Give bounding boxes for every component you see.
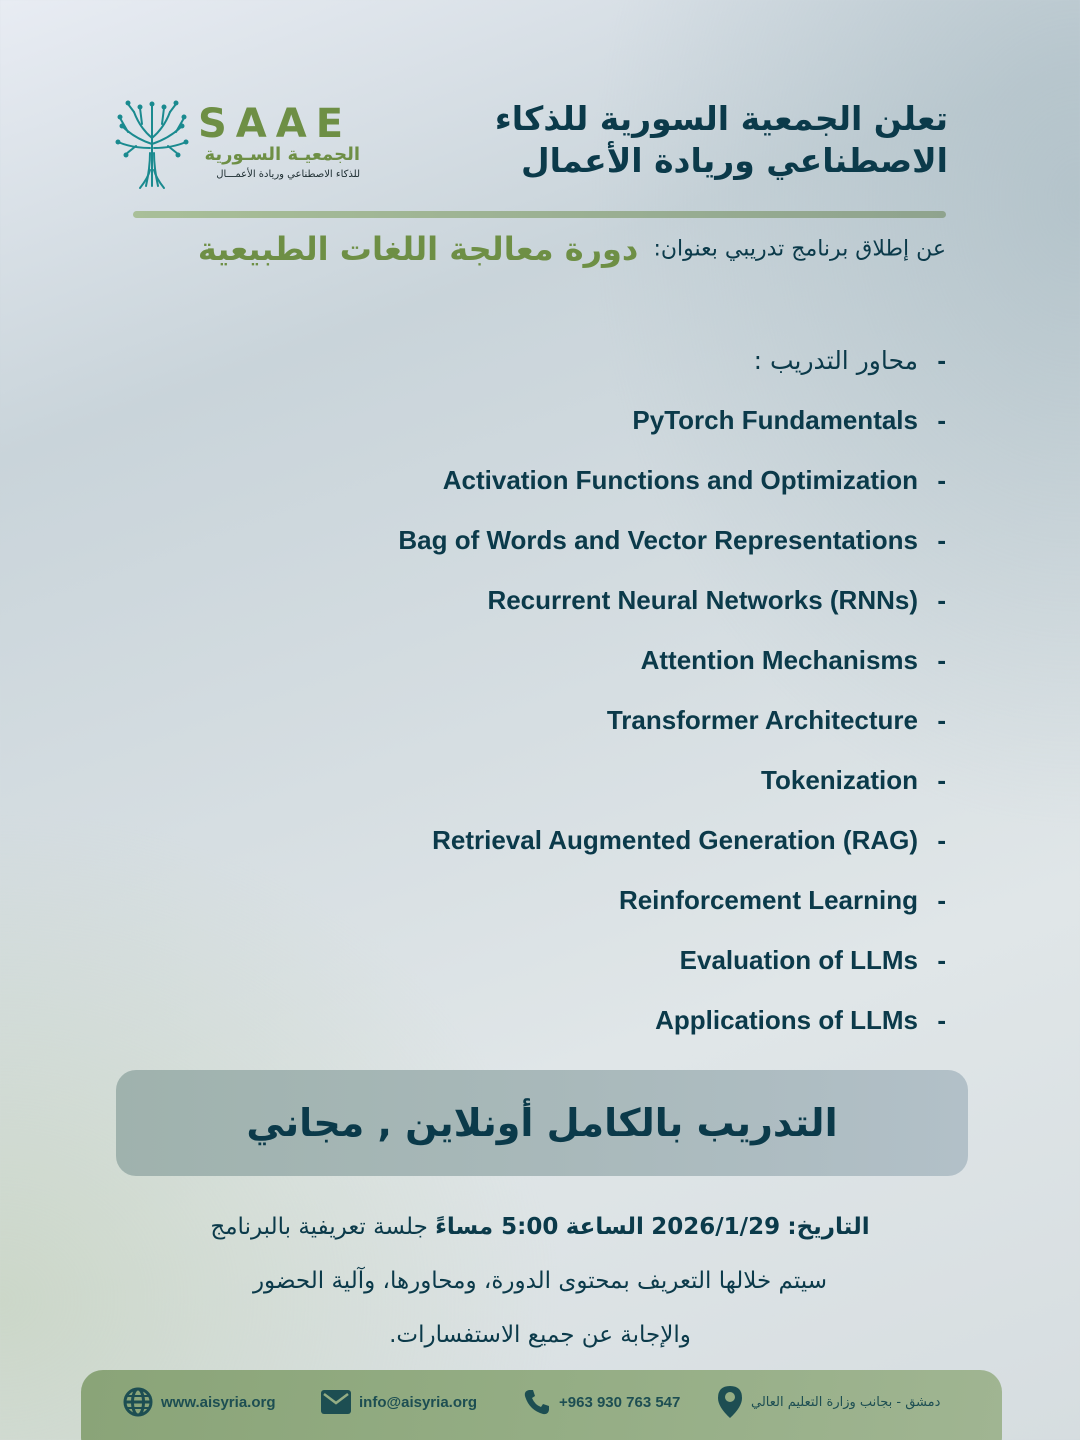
time-label: الساعة (565, 1214, 644, 1240)
website-link[interactable] (123, 1384, 276, 1420)
list-item: Tokenization - (761, 764, 946, 795)
header-title-line1: تعلن الجمعية السورية للذكاء (494, 99, 948, 138)
saae-logo (112, 98, 372, 190)
announcement-intro: عن إطلاق برنامج تدريبي بعنوان: (653, 236, 946, 262)
bullet-dash: - (937, 404, 946, 435)
list-item: Reinforcement Learning - (618, 884, 946, 915)
info-line-3: والإجابة عن جميع الاستفسارات. (389, 1322, 691, 1348)
address-item (717, 1384, 940, 1420)
bullet-dash: - (937, 944, 946, 975)
logo-name-ar: الجمعيـة السـورية (204, 144, 360, 165)
date-line (140, 1200, 940, 1254)
header-title-line2: الاصطناعي وريادة الأعمال (521, 141, 948, 180)
topics-list (246, 330, 946, 1050)
bullet-dash: - (937, 584, 946, 615)
session-info (140, 1200, 940, 1362)
globe-icon (123, 1387, 153, 1417)
phone-link[interactable] (523, 1384, 680, 1420)
banner-text: التدريب بالكامل أونلاين , مجاني (246, 1101, 838, 1145)
map-pin-icon (717, 1385, 743, 1419)
topics-heading-label: محاور التدريب : (753, 345, 918, 375)
bullet-dash: - (937, 464, 946, 495)
phone-text: +963 930 763 547 (559, 1393, 681, 1411)
logo-tagline-ar: للذكاء الاصطناعي وريادة الأعمـــال (216, 169, 360, 180)
date-label: التاريخ: (787, 1214, 870, 1240)
envelope-icon (321, 1390, 351, 1414)
header-title (468, 98, 948, 182)
address-text: دمشق - بجانب وزارة التعليم العالي (751, 1394, 941, 1410)
bullet-dash: - (937, 764, 946, 795)
bullet-dash: - (937, 1004, 946, 1035)
contact-footer (81, 1370, 1002, 1440)
bullet-dash: - (937, 344, 946, 375)
tree-circuit-icon (112, 98, 192, 190)
phone-icon (523, 1388, 551, 1416)
bullet-dash: - (937, 644, 946, 675)
course-title: دورة معالجة اللغات الطبيعية (197, 230, 639, 268)
date-value: 2026/1/29 (651, 1214, 781, 1240)
info-line-2: سيتم خلالها التعريف بمحتوى الدورة، ومحاورها، وآلية الحضور (252, 1268, 828, 1294)
separator-line (133, 211, 946, 218)
time-value: 5:00 مساءً (435, 1214, 559, 1240)
list-item: Evaluation of LLMs - (679, 944, 946, 975)
list-item: Activation Functions and Optimization - (442, 464, 946, 495)
online-free-banner (116, 1070, 968, 1176)
list-item: Recurrent Neural Networks (RNNs) - (487, 584, 946, 615)
list-item: Bag of Words and Vector Representations - (398, 524, 946, 555)
list-item: PyTorch Fundamentals - (632, 404, 946, 435)
course-announcement (116, 230, 946, 268)
list-item: Retrieval Augmented Generation (RAG) - (432, 824, 946, 855)
session-description: جلسة تعريفية بالبرنامج (210, 1214, 428, 1240)
list-item: Transformer Architecture - (606, 704, 946, 735)
bullet-dash: - (937, 884, 946, 915)
bullet-dash: - (937, 704, 946, 735)
bullet-dash: - (937, 524, 946, 555)
list-item: Attention Mechanisms - (640, 644, 946, 675)
email-text: info@aisyria.org (359, 1393, 477, 1411)
list-item: Applications of LLMs - (655, 1004, 946, 1035)
bullet-dash: - (937, 824, 946, 855)
website-text: www.aisyria.org (161, 1393, 276, 1411)
topics-heading (246, 330, 946, 390)
logo-acronym: SAAE (198, 101, 353, 147)
email-link[interactable] (321, 1384, 477, 1420)
